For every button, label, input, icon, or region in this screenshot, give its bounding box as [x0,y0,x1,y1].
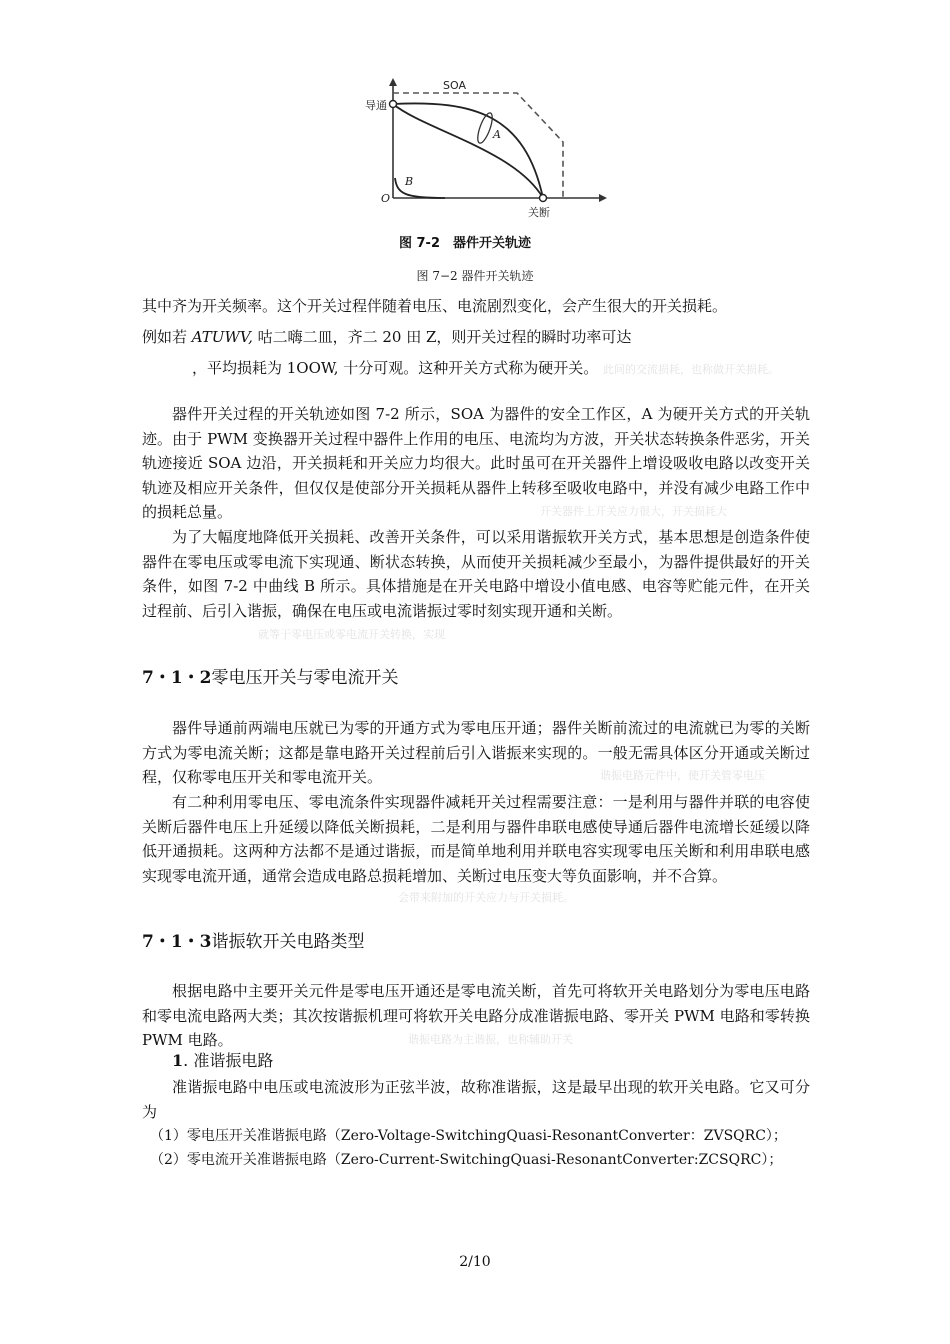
intro-line-2-suffix: 咕二嗨二皿，齐二 20 田 Z，则开关过程的瞬时功率可达 [252,328,632,346]
section-713-title: 谐振软开关电路类型 [211,932,365,952]
figure-caption: 图 7−2 器件开关轨迹 [416,269,534,283]
paragraph-soft-switching: 为了大幅度地降低开关损耗、改善开关条件，可以采用谐振软开关方式，基本思想是创造条件使器件在零电压或零电流下实现通、断状态转换，从而使开关损耗减少至最小，为器件提供最好的开关条件，如图 7-2 中曲线 B 所示。具体措施是在开关电路中增设小值电感、电容等贮能元件，在开关过程前、后引入谐振，确保在电压或电流谐振过零时刻实现开通和关断。 [142,528,810,620]
off-point [540,195,547,202]
off-label: 关断 [528,206,550,219]
on-point [390,101,397,108]
intro-line-2 [142,327,631,347]
section-712-number: 7・1・2 [142,668,212,688]
paragraph-quasi-resonant: 准谐振电路中电压或电流波形为正弦半波，故称准谐振，这是最早出现的软开关电路。它又可分为 [142,1078,810,1121]
subsection-number: 1 [172,1051,184,1070]
curve-b [395,178,445,198]
section-712-title: 零电压开关与零电流开关 [211,668,399,688]
curve-a-lower [393,104,543,198]
paragraph-non-resonant-methods: 有二种利用零电压、零电流条件实现器件减耗开关过程需要注意：一是利用与器件并联的电容使关断后器件电压上升延缓以降低关断损耗，二是利用与器件串联电感使导通后器件电流增长延缓以降低开通损耗。这两种方法都不是通过谐振，而是简单地利用并联电容实现零电压关断和利用串联电感实现零电流开通，通常会造成电路总损耗增加、关断过电压变大等负面影响，并不合算。 [142,793,810,885]
paragraph-circuit-types: 根据电路中主要开关元件是零电压开通还是零电流关断，首先可将软开关电路划分为零电压电路和零电流电路两大类；其次按谐振机理可将软开关电路分成准谐振电路、零开关 PWM 电路和零转换 PWM 电路。 [142,982,810,1050]
section-heading-712 [142,667,399,689]
list-item: （1）零电压开关准谐振电路（Zero-Voltage-SwitchingQuasi-ResonantConverter：ZVSQRC）； [150,1128,787,1144]
ghost-note-3: 就等于零电压或零电流开关转换，实现 [258,628,445,641]
curve-a-label: A [493,128,501,141]
subsection-title: . 准谐振电路 [183,1051,274,1070]
subsection-quasi-resonant [172,1050,273,1072]
intro-line-3-text: ，平均损耗为 1OOW, 十分可观。这种开关方式称为硬开关。 [192,359,599,377]
intro-line-2-prefix: 例如若 [142,328,192,346]
x-axis-arrow [599,194,607,202]
on-label: 导通 [365,99,387,112]
paragraph-zvs-zcs-definition: 器件导通前两端电压就已为零的开通方式为零电压开通；器件关断前流过的电流就已为零的关断方式为零电流关断；这都是靠电路开关过程前后引入谐振来实现的。一般无需具体区分开通或关断过程，仅称零电压开关和零电流开关。 [142,719,810,787]
list-item: （2）零电流开关准谐振电路（Zero-Current-SwitchingQuasi-ResonantConverter:ZCSQRC）； [150,1152,783,1168]
ghost-note-6: 谐振电路为主谐振，也称辅助开关 [408,1033,573,1046]
origin-label: O [381,192,391,205]
paragraph-switching-trajectory: 器件开关过程的开关轨迹如图 7-2 所示，SOA 为器件的安全工作区，A 为硬开关方式的开关轨迹。由于 PWM 变换器开关过程中器件上作用的电压、电流均为方波，开关状态转换条件恶劣，开关轨迹接近 SOA 边沿，开关损耗和开关应力均很大。此时虽可在开关器件上增设吸收电路以改变开关轨迹及相应开关条件，但仅仅是使部分开关损耗从器件上转移至吸收电路中，并没有减少电路工作中的损耗总量。 [142,405,810,522]
soa-boundary [393,93,563,198]
ghost-note-4: 谐振电路元件中，使开关管零电压 [600,769,765,782]
figure-title: 图 7-2 器件开关轨迹 [398,236,531,251]
page-number: 2/10 [459,1254,491,1270]
curve-b-label: B [405,175,414,188]
intro-line-3 [192,358,779,380]
soa-label: SOA [443,79,466,92]
intro-line-1: 其中齐为开关频率。这个开关过程伴随着电压、电流剧烈变化，会产生很大的开关损耗。 [142,297,728,315]
ghost-note-2: 开关器件上开关应力很大，开关损耗大 [540,505,727,518]
y-axis-arrow [389,78,397,86]
ghost-note-5: 会带来附加的开关应力与开关损耗。 [398,891,574,904]
ghost-note-0: 此间的交流损耗，也称做开关损耗。 [603,363,780,376]
intro-line-2-formula: ATUWV, [191,328,253,346]
section-heading-713 [142,931,365,953]
section-713-number: 7・1・3 [142,932,212,952]
